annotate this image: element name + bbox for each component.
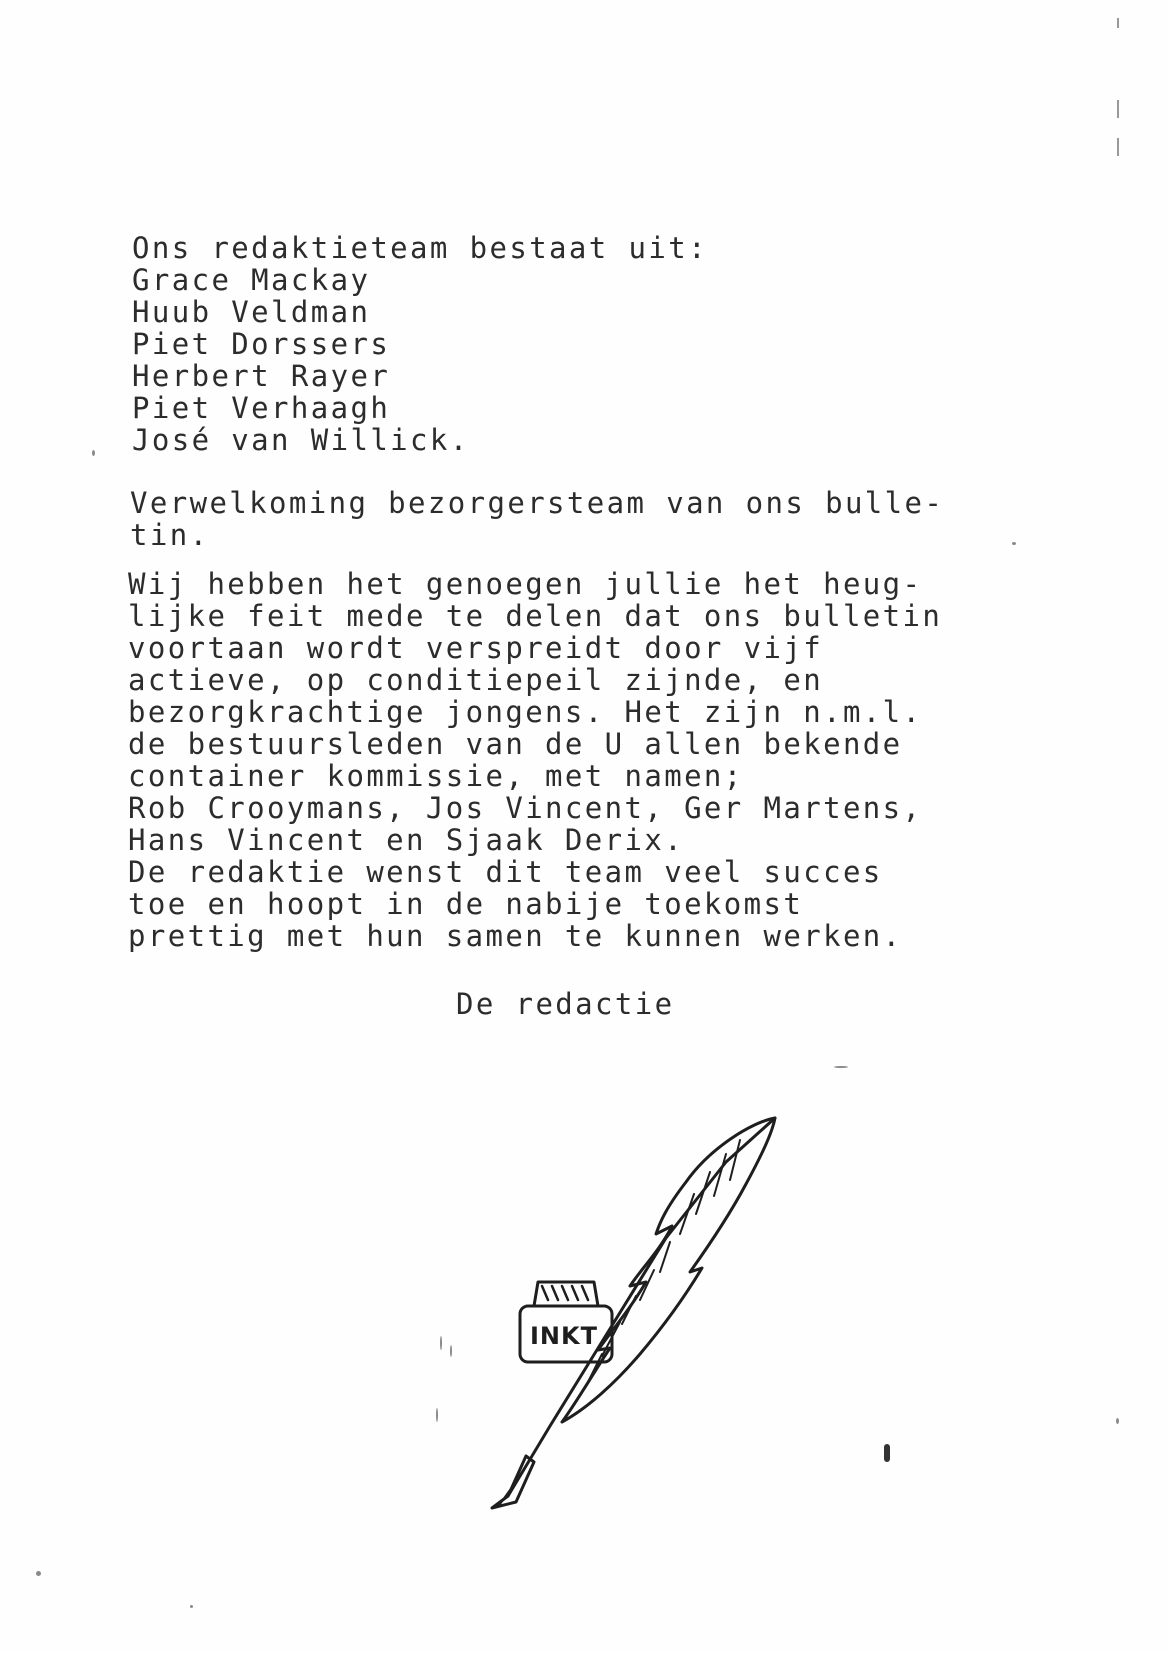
- scan-speck: [884, 1444, 890, 1462]
- scan-speck: [1116, 1418, 1119, 1424]
- scan-speck: [436, 1408, 438, 1422]
- team-member: Piet Dorssers: [132, 327, 391, 361]
- scan-speck: [36, 1571, 41, 1576]
- body-line: lijke feit mede te delen dat ons bulletin: [128, 599, 943, 633]
- scan-speck: [190, 1605, 193, 1608]
- quill-and-inkpot-icon: [490, 1110, 820, 1510]
- team-member: Herbert Rayer: [132, 359, 391, 393]
- scan-speck: [1012, 542, 1016, 545]
- body-line: Rob Crooymans, Jos Vincent, Ger Martens,: [128, 791, 923, 825]
- team-member: Piet Verhaagh: [132, 391, 391, 425]
- team-member: Grace Mackay: [132, 263, 371, 297]
- body-line: de bestuursleden van de U allen bekende: [128, 727, 903, 761]
- team-heading: Ons redaktieteam bestaat uit:: [132, 231, 708, 265]
- body-line: Wij hebben het genoegen jullie het heug-: [128, 567, 923, 601]
- body-line: container kommissie, met namen;: [128, 759, 744, 793]
- quill-feather: [562, 1118, 775, 1422]
- team-member: Huub Veldman: [132, 295, 371, 329]
- body-line: prettig met hun samen te kunnen werken.: [128, 919, 903, 953]
- scan-mark: [1117, 18, 1119, 28]
- scan-speck: [92, 450, 95, 456]
- scan-speck: [440, 1336, 442, 1350]
- body-line: voortaan wordt verspreidt door vijf: [128, 631, 824, 665]
- body-line: toe en hoopt in de nabije toekomst: [128, 887, 804, 921]
- scan-speck: [450, 1345, 452, 1357]
- scan-speck: [834, 1066, 848, 1068]
- scan-mark: [1117, 138, 1119, 156]
- body-line: Hans Vincent en Sjaak Derix.: [128, 823, 685, 857]
- body-line: De redaktie wenst dit team veel succes: [128, 855, 883, 889]
- body-line: actieve, op conditiepeil zijnde, en: [128, 663, 824, 697]
- welcome-title: Verwelkoming bezorgersteam van ons bulle-: [130, 486, 945, 520]
- team-member: José van Willick.: [132, 423, 470, 457]
- scan-mark: [1117, 100, 1119, 118]
- signature: De redactie: [456, 987, 675, 1021]
- body-line: bezorgkrachtige jongens. Het zijn n.m.l.: [128, 695, 923, 729]
- welcome-title: tin.: [130, 518, 210, 552]
- inkpot-label: INKT: [530, 1322, 598, 1350]
